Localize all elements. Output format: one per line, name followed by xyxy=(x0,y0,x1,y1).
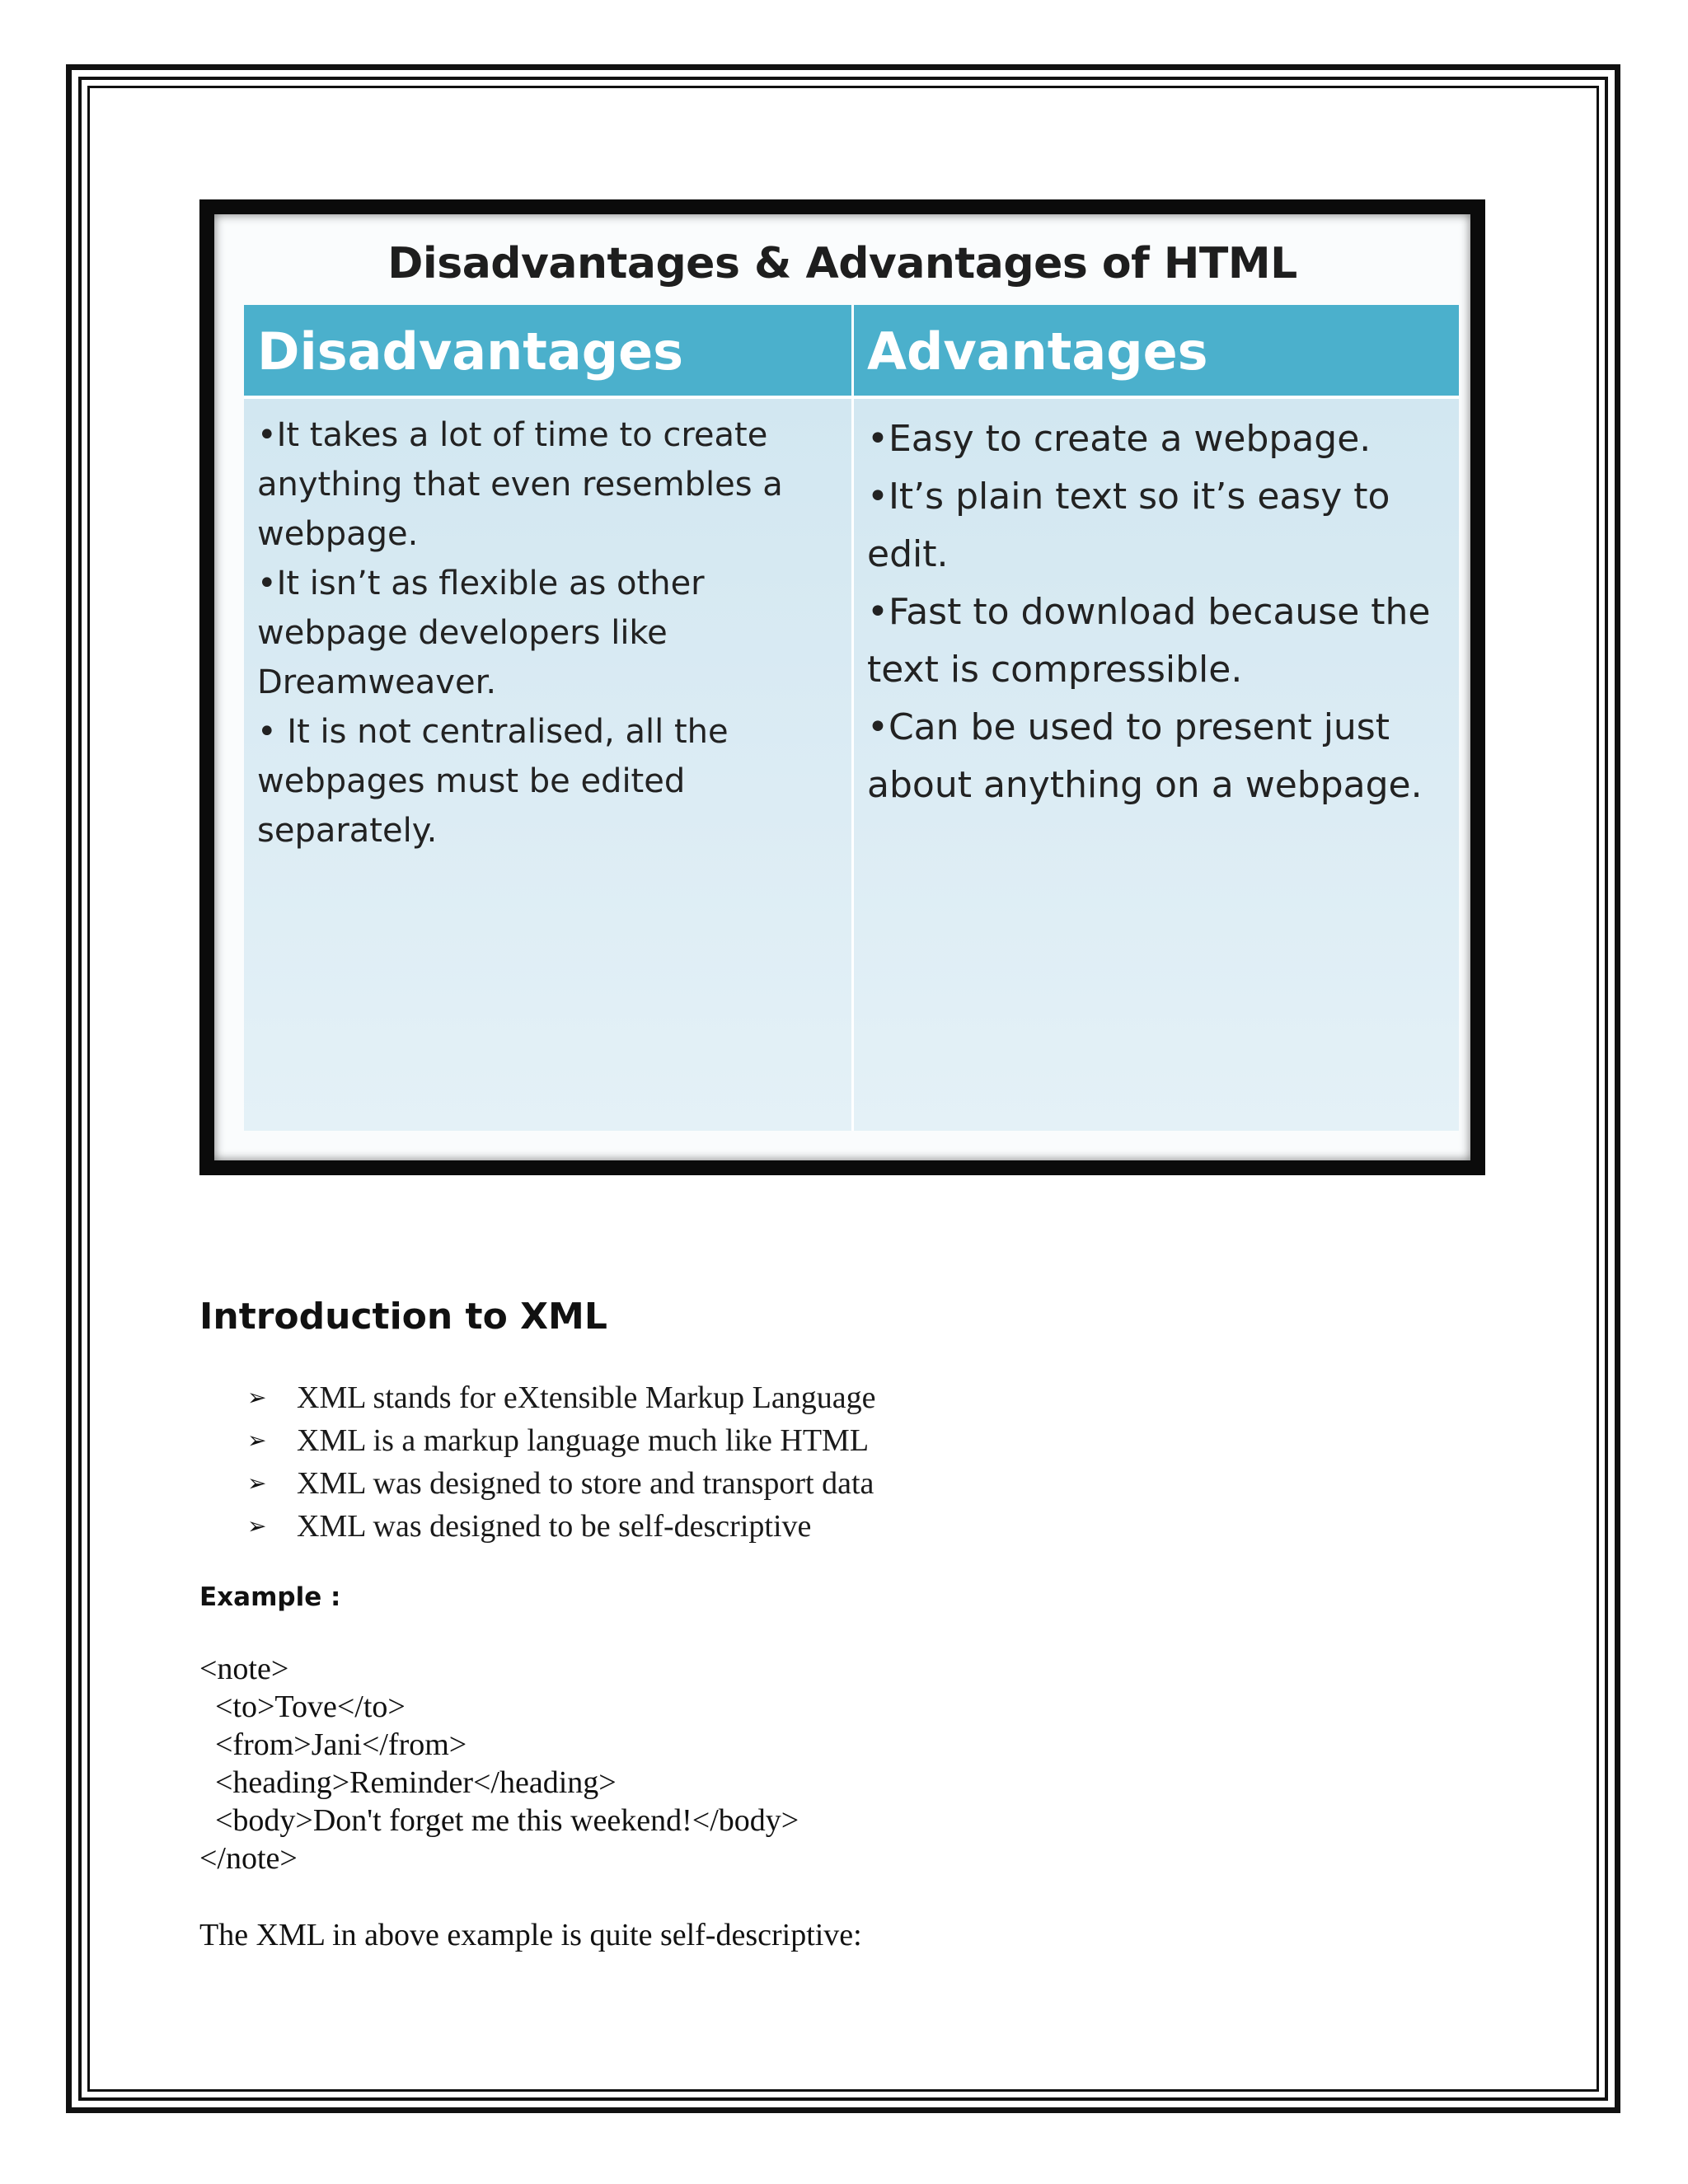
code-line: <from>Jani</from> xyxy=(199,1727,467,1762)
list-item-text: XML was designed to store and transport data xyxy=(297,1466,874,1501)
disadvantages-cell xyxy=(244,399,854,1131)
advantages-header: Advantages xyxy=(854,305,1459,399)
comparison-table xyxy=(244,305,1459,1131)
list-item xyxy=(247,1462,875,1505)
arrowhead-bullet-icon: ➢ xyxy=(247,1469,267,1497)
disadvantage-item: •It isn’t as flexible as other webpage developers like Dreamweaver. xyxy=(257,565,705,701)
code-line: <note> xyxy=(199,1652,289,1686)
code-line: </note> xyxy=(199,1841,298,1876)
slide-image-frame xyxy=(199,199,1485,1175)
arrowhead-bullet-icon: ➢ xyxy=(247,1512,267,1540)
code-line: <heading>Reminder</heading> xyxy=(199,1765,617,1800)
arrowhead-bullet-icon: ➢ xyxy=(247,1427,267,1454)
xml-code-example xyxy=(199,1650,799,1877)
code-line: <body>Don't forget me this weekend!</body> xyxy=(199,1803,799,1838)
section-heading: Introduction to XML xyxy=(199,1296,607,1338)
list-item-text: XML was designed to be self-descriptive xyxy=(297,1509,812,1544)
advantages-cell xyxy=(854,399,1459,1131)
slide-image xyxy=(214,214,1470,1160)
closing-text: The XML in above example is quite self-descriptive: xyxy=(199,1918,862,1952)
advantage-item: •Easy to create a webpage. xyxy=(867,418,1372,460)
arrowhead-bullet-icon: ➢ xyxy=(247,1384,267,1411)
disadvantages-header: Disadvantages xyxy=(244,305,854,399)
code-line: <to>Tove</to> xyxy=(199,1690,406,1724)
list-item xyxy=(247,1419,875,1462)
disadvantage-item: • It is not centralised, all the webpages must be edited separately. xyxy=(257,713,729,850)
advantage-item: •Fast to download because the text is compressible. xyxy=(867,591,1431,691)
slide-title: Disadvantages & Advantages of HTML xyxy=(387,239,1297,288)
advantage-item: •It’s plain text so it’s easy to edit. xyxy=(867,476,1390,575)
list-item-text: XML is a markup language much like HTML xyxy=(297,1423,870,1458)
list-item-text: XML stands for eXtensible Markup Language xyxy=(297,1380,876,1415)
xml-bullet-list xyxy=(247,1376,875,1548)
list-item xyxy=(247,1505,875,1548)
list-item xyxy=(247,1376,875,1419)
advantage-item: •Can be used to present just about anything on a webpage. xyxy=(867,706,1423,806)
example-label: Example : xyxy=(199,1582,341,1612)
disadvantage-item: •It takes a lot of time to create anything that even resembles a webpage. xyxy=(257,416,783,553)
